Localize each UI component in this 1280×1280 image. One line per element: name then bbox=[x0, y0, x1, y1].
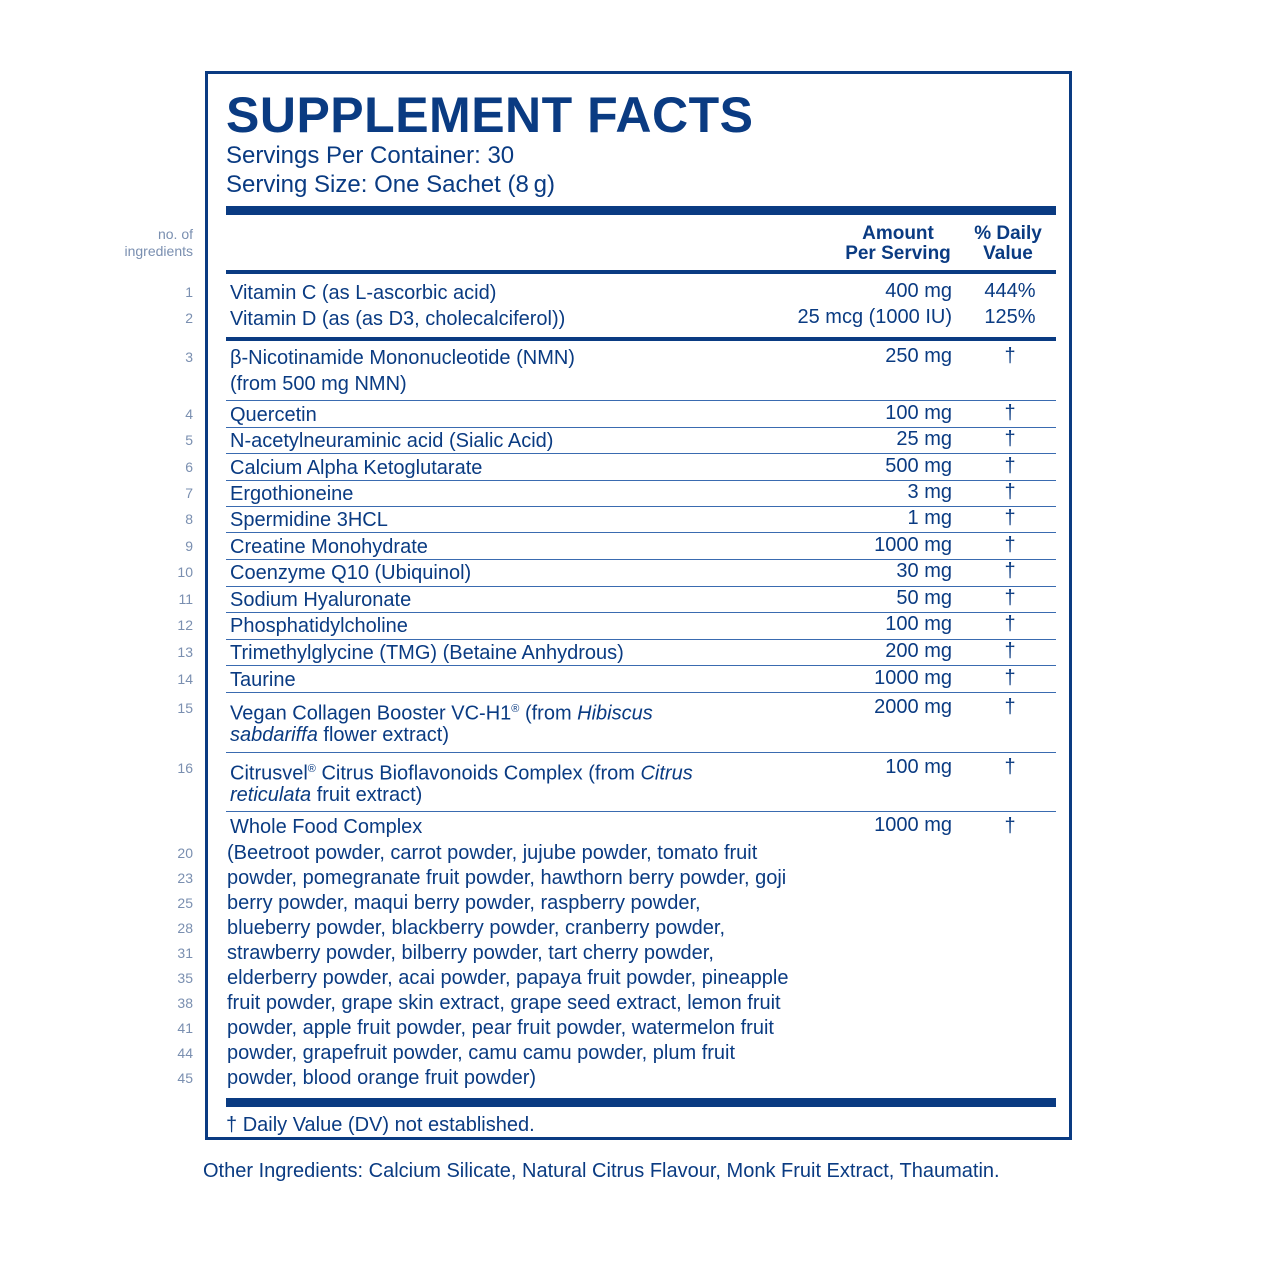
ingredient-amount: 100 mg bbox=[885, 756, 952, 778]
ingredient-name: Vitamin C (as L-ascorbic acid) bbox=[230, 282, 497, 304]
whole-food-name: Whole Food Complex bbox=[230, 816, 423, 838]
panel-title: SUPPLEMENT FACTS bbox=[226, 87, 754, 143]
ingredient-index: 5 bbox=[185, 432, 193, 448]
ingredient-name: Ergothioneine bbox=[230, 483, 354, 505]
citrus-genus: Citrus bbox=[640, 762, 693, 785]
row-divider bbox=[226, 665, 1056, 666]
ingredient-dv: † bbox=[1004, 613, 1016, 635]
ingredient-name: Creatine Monohydrate bbox=[230, 536, 428, 558]
header-dv-line1: % Daily bbox=[974, 223, 1042, 244]
ingredient-index: 44 bbox=[177, 1045, 193, 1061]
ingredient-index: 35 bbox=[177, 970, 193, 986]
ingredient-index: 14 bbox=[177, 671, 193, 687]
ingredient-amount: 400 mg bbox=[885, 280, 952, 302]
ingredient-dv: † bbox=[1004, 560, 1016, 582]
ingredient-index: 7 bbox=[185, 485, 193, 501]
ingredient-name: Taurine bbox=[230, 669, 296, 691]
ingredient-name: Quercetin bbox=[230, 404, 317, 426]
ingredient-index: 6 bbox=[185, 459, 193, 475]
ingredient-index: 3 bbox=[185, 349, 193, 365]
whole-food-line: (Beetroot powder, carrot powder, jujube powder, tomato fruit bbox=[227, 842, 758, 864]
ingredient-index: 41 bbox=[177, 1020, 193, 1036]
side-label-line1: no. of bbox=[157, 226, 193, 242]
row-divider bbox=[226, 692, 1056, 693]
footnote-text: Daily Value (DV) not established. bbox=[242, 1114, 535, 1136]
citrus-name: Citrusvel bbox=[230, 762, 308, 785]
header-dv-line2: Value bbox=[983, 243, 1033, 264]
ingredient-amount: 25 mg bbox=[896, 428, 952, 450]
ingredient-dv: † bbox=[1004, 815, 1016, 837]
ingredient-dv: † bbox=[1004, 756, 1016, 778]
header-amount-line2: Per Serving bbox=[845, 243, 951, 264]
whole-food-line: strawberry powder, bilberry powder, tart cherry powder, bbox=[227, 942, 714, 964]
servings-per-container: Servings Per Container: 30 bbox=[226, 142, 515, 169]
ingredient-name-line2: (from 500 mg NMN) bbox=[230, 373, 407, 395]
dagger-symbol: † bbox=[226, 1114, 238, 1136]
ingredient-amount: 100 mg bbox=[885, 402, 952, 424]
registered-mark: ® bbox=[307, 763, 316, 775]
ingredient-amount: 250 mg bbox=[885, 345, 952, 367]
registered-mark: ® bbox=[511, 703, 520, 715]
header-amount bbox=[832, 224, 964, 264]
ingredient-name: Spermidine 3HCL bbox=[230, 509, 388, 531]
row-divider bbox=[226, 453, 1056, 454]
ingredient-index: 16 bbox=[177, 760, 193, 776]
row-divider bbox=[226, 532, 1056, 533]
whole-food-line: fruit powder, grape skin extract, grape seed extract, lemon fruit bbox=[227, 992, 781, 1014]
collagen-from: (from bbox=[519, 702, 578, 725]
ingredient-dv: † bbox=[1004, 640, 1016, 662]
ingredient-index: 1 bbox=[185, 284, 193, 300]
collagen-name: Vegan Collagen Booster VC-H1 bbox=[230, 702, 512, 725]
row-divider bbox=[226, 752, 1056, 753]
ingredient-index: 10 bbox=[177, 564, 193, 580]
ingredient-amount: 1000 mg bbox=[874, 667, 952, 689]
ingredient-dv: † bbox=[1004, 587, 1016, 609]
ingredient-index: 13 bbox=[177, 644, 193, 660]
ingredient-amount: 100 mg bbox=[885, 613, 952, 635]
ingredient-dv: † bbox=[1004, 402, 1016, 424]
ingredient-amount: 1 mg bbox=[907, 507, 952, 529]
citrus-species: reticulata bbox=[230, 784, 312, 806]
ingredient-dv: † bbox=[1004, 345, 1016, 367]
whole-food-line: powder, grapefruit powder, camu camu powder, plum fruit bbox=[227, 1042, 736, 1064]
ingredient-name: Trimethylglycine (TMG) (Betaine Anhydrous) bbox=[230, 642, 624, 664]
ingredient-name: Coenzyme Q10 (Ubiquinol) bbox=[230, 562, 472, 584]
ingredient-dv: † bbox=[1004, 428, 1016, 450]
citrus-source: fruit extract) bbox=[311, 784, 423, 806]
ingredient-index: 45 bbox=[177, 1070, 193, 1086]
collagen-genus: Hibiscus bbox=[577, 702, 653, 725]
ingredient-dv: † bbox=[1004, 507, 1016, 529]
ingredient-dv: 125% bbox=[984, 306, 1036, 328]
thick-divider-bottom bbox=[226, 1098, 1056, 1107]
ingredient-index: 23 bbox=[177, 870, 193, 886]
ingredient-amount: 25 mcg (1000 IU) bbox=[797, 306, 952, 328]
ingredient-index: 20 bbox=[177, 845, 193, 861]
whole-food-line: blueberry powder, blackberry powder, cranberry powder, bbox=[227, 917, 726, 939]
ingredient-dv: 444% bbox=[984, 280, 1036, 302]
ingredient-name-line2 bbox=[230, 722, 449, 748]
whole-food-line: powder, apple fruit powder, pear fruit powder, watermelon fruit bbox=[227, 1017, 774, 1039]
whole-food-line: berry powder, maqui berry powder, raspberry powder, bbox=[227, 892, 701, 914]
ingredient-index: 28 bbox=[177, 920, 193, 936]
ingredient-amount: 2000 mg bbox=[874, 696, 952, 718]
ingredient-index: 9 bbox=[185, 538, 193, 554]
ingredient-dv: † bbox=[1004, 455, 1016, 477]
side-label-line2: ingredients bbox=[124, 243, 193, 259]
collagen-species: sabdariffa bbox=[230, 724, 318, 746]
vitamin-divider bbox=[226, 337, 1056, 341]
ingredient-index: 4 bbox=[185, 406, 193, 422]
ingredient-dv: † bbox=[1004, 667, 1016, 689]
ingredient-name: Phosphatidylcholine bbox=[230, 615, 408, 637]
ingredient-index: 8 bbox=[185, 511, 193, 527]
ingredient-name-line1: β-Nicotinamide Mononucleotide (NMN) bbox=[230, 347, 575, 369]
ingredient-amount: 500 mg bbox=[885, 455, 952, 477]
citrus-from: Citrus Bioflavonoids Complex (from bbox=[315, 762, 641, 785]
ingredient-name: Calcium Alpha Ketoglutarate bbox=[230, 457, 483, 479]
ingredient-index: 11 bbox=[178, 591, 193, 607]
other-ingredients: Other Ingredients: Calcium Silicate, Natural Citrus Flavour, Monk Fruit Extract, Thaumatin. bbox=[203, 1160, 1000, 1182]
ingredient-index: 25 bbox=[177, 895, 193, 911]
ingredient-index: 12 bbox=[177, 617, 193, 633]
header-divider bbox=[226, 270, 1056, 274]
ingredient-dv: † bbox=[1004, 696, 1016, 718]
whole-food-line: elderberry powder, acai powder, papaya fruit powder, pineapple bbox=[227, 967, 789, 989]
header-dv bbox=[960, 224, 1056, 264]
ingredient-amount: 50 mg bbox=[896, 587, 952, 609]
whole-food-line: powder, blood orange fruit powder) bbox=[227, 1067, 537, 1089]
ingredient-name-line2 bbox=[230, 782, 422, 808]
ingredient-index: 38 bbox=[177, 995, 193, 1011]
ingredient-dv: † bbox=[1004, 481, 1016, 503]
ingredient-name: N-acetylneuraminic acid (Sialic Acid) bbox=[230, 430, 554, 452]
row-divider bbox=[226, 400, 1056, 401]
ingredient-amount: 30 mg bbox=[896, 560, 952, 582]
collagen-source: flower extract) bbox=[317, 724, 449, 746]
ingredient-index: 31 bbox=[177, 945, 193, 961]
ingredient-amount: 1000 mg bbox=[874, 534, 952, 556]
thick-divider-top bbox=[226, 206, 1056, 215]
ingredient-index: 15 bbox=[177, 700, 193, 716]
header-amount-line1: Amount bbox=[862, 223, 934, 244]
ingredient-amount: 1000 mg bbox=[874, 814, 952, 836]
serving-size: Serving Size: One Sachet (8 g) bbox=[226, 171, 555, 198]
ingredient-dv: † bbox=[1004, 534, 1016, 556]
whole-food-line: powder, pomegranate fruit powder, hawthorn berry powder, goji bbox=[227, 867, 787, 889]
ingredient-amount: 3 mg bbox=[907, 481, 952, 503]
ingredient-amount: 200 mg bbox=[885, 640, 952, 662]
ingredient-name: Vitamin D (as (as D3, cholecalciferol)) bbox=[230, 308, 566, 330]
ingredient-name: Sodium Hyaluronate bbox=[230, 589, 412, 611]
daily-value-footnote bbox=[226, 1114, 535, 1137]
row-divider bbox=[226, 811, 1056, 812]
ingredient-index: 2 bbox=[185, 310, 193, 326]
